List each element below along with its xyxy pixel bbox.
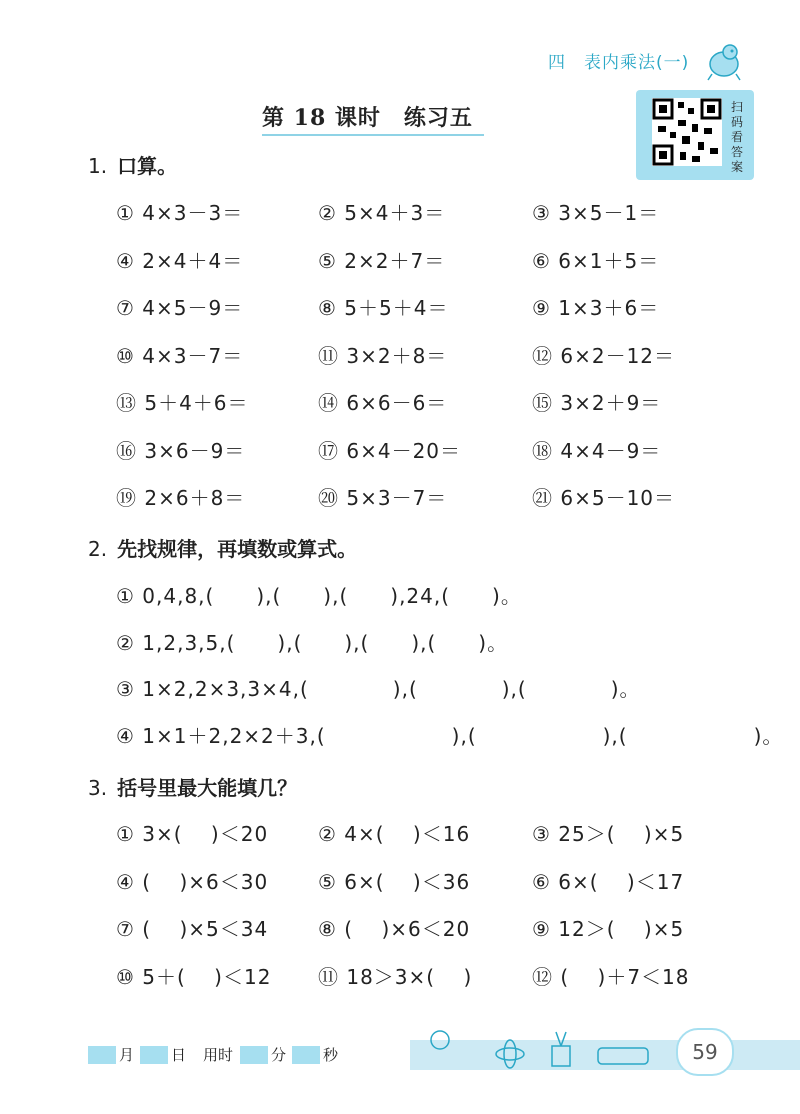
oral-calc-item: ⑱ 4×4－9＝: [532, 438, 662, 463]
oral-calc-item: ⑦ 4×5－9＝: [116, 296, 244, 320]
second-label: 秒: [323, 1046, 339, 1064]
max-fill-item: ③ 25＞( )×5: [532, 822, 685, 846]
oral-calc-item: ⑥ 6×1＋5＝: [532, 248, 660, 273]
oral-calc-item: ⑧ 5＋5＋4＝: [318, 296, 449, 320]
oral-calc-item: ⑫ 6×2－12＝: [532, 343, 676, 368]
section-1-title: [88, 150, 177, 179]
section-2-title: [88, 533, 357, 562]
oral-calc-item: ⑨ 1×3＋6＝: [532, 296, 660, 320]
max-fill-item: ⑨ 12＞( )×5: [532, 917, 685, 941]
max-fill-item: ④ ( )×6＜30: [116, 869, 269, 894]
mascot-icon: [702, 38, 746, 82]
title-underline: [262, 134, 484, 136]
minute-label: 分: [271, 1046, 287, 1064]
qr-label: 扫码看答案: [730, 100, 743, 174]
second-field[interactable]: [292, 1046, 320, 1064]
oral-calc-item: ③ 3×5－1＝: [532, 201, 660, 225]
oral-calc-item: ⑤ 2×2＋7＝: [318, 248, 446, 273]
qr-code-icon[interactable]: [652, 98, 722, 166]
oral-calc-item: ⑳ 5×3－7＝: [318, 486, 448, 510]
oral-calc-item: ⑬ 5＋4＋6＝: [116, 391, 249, 415]
section-2-text: 先找规律，再填数或算式。: [117, 537, 358, 561]
page-title: 第 18 课时 练习五: [262, 105, 473, 131]
section-2-number: 2.: [88, 537, 108, 561]
section-1-number: 1.: [88, 154, 108, 178]
oral-calc-item: ④ 2×4＋4＝: [116, 248, 244, 273]
max-fill-item: ⑪ 18＞3×( ): [318, 964, 473, 989]
section-1-text: 口算。: [117, 154, 178, 178]
time-used-label: 用时: [203, 1046, 234, 1064]
max-fill-item: ⑤ 6×( )＜36: [318, 869, 471, 894]
pattern-item: ① 0,4,8,( ),( ),( ),24,( )。: [116, 584, 522, 608]
pattern-item: ③ 1×2,2×3,3×4,( ),( ),( )。: [116, 677, 641, 701]
max-fill-item: ⑧ ( )×6＜20: [318, 917, 471, 941]
day-field[interactable]: [140, 1046, 168, 1064]
max-fill-item: ⑫ ( )＋7＜18: [532, 964, 690, 989]
oral-calc-item: ⑪ 3×2＋8＝: [318, 343, 448, 368]
max-fill-item: ② 4×( )＜16: [318, 822, 471, 846]
max-fill-item: ⑩ 5＋( )＜12: [116, 964, 272, 989]
oral-calc-item: ⑩ 4×3－7＝: [116, 343, 244, 368]
max-fill-item: ① 3×( )＜20: [116, 822, 269, 846]
minute-field[interactable]: [240, 1046, 268, 1064]
oral-calc-item: ⑭ 6×6－6＝: [318, 391, 448, 415]
section-3-text: 括号里最大能填几？: [117, 776, 298, 800]
month-label: 月: [119, 1046, 135, 1064]
section-3-number: 3.: [88, 776, 108, 800]
oral-calc-item: ㉑ 6×5－10＝: [532, 486, 676, 510]
oral-calc-item: ② 5×4＋3＝: [318, 201, 446, 225]
max-fill-item: ⑦ ( )×5＜34: [116, 917, 269, 941]
day-label: 日: [171, 1046, 187, 1064]
section-3-title: [88, 772, 297, 801]
chapter-header: 四 表内乘法(一): [548, 53, 690, 73]
oral-calc-item: ⑲ 2×6＋8＝: [116, 486, 246, 510]
footer-decoration-icon: [420, 1026, 670, 1070]
pattern-item: ② 1,2,3,5,( ),( ),( ),( )。: [116, 630, 509, 655]
oral-calc-item: ⑮ 3×2＋9＝: [532, 391, 662, 415]
max-fill-item: ⑥ 6×( )＜17: [532, 869, 685, 894]
pattern-item: ④ 1×1＋2,2×2＋3,( ),( ),( )。: [116, 723, 784, 748]
oral-calc-item: ⑯ 3×6－9＝: [116, 438, 246, 463]
oral-calc-item: ① 4×3－3＝: [116, 201, 244, 225]
oral-calc-item: ⑰ 6×4－20＝: [318, 438, 462, 463]
month-field[interactable]: [88, 1046, 116, 1064]
page-number: 59: [676, 1028, 734, 1076]
